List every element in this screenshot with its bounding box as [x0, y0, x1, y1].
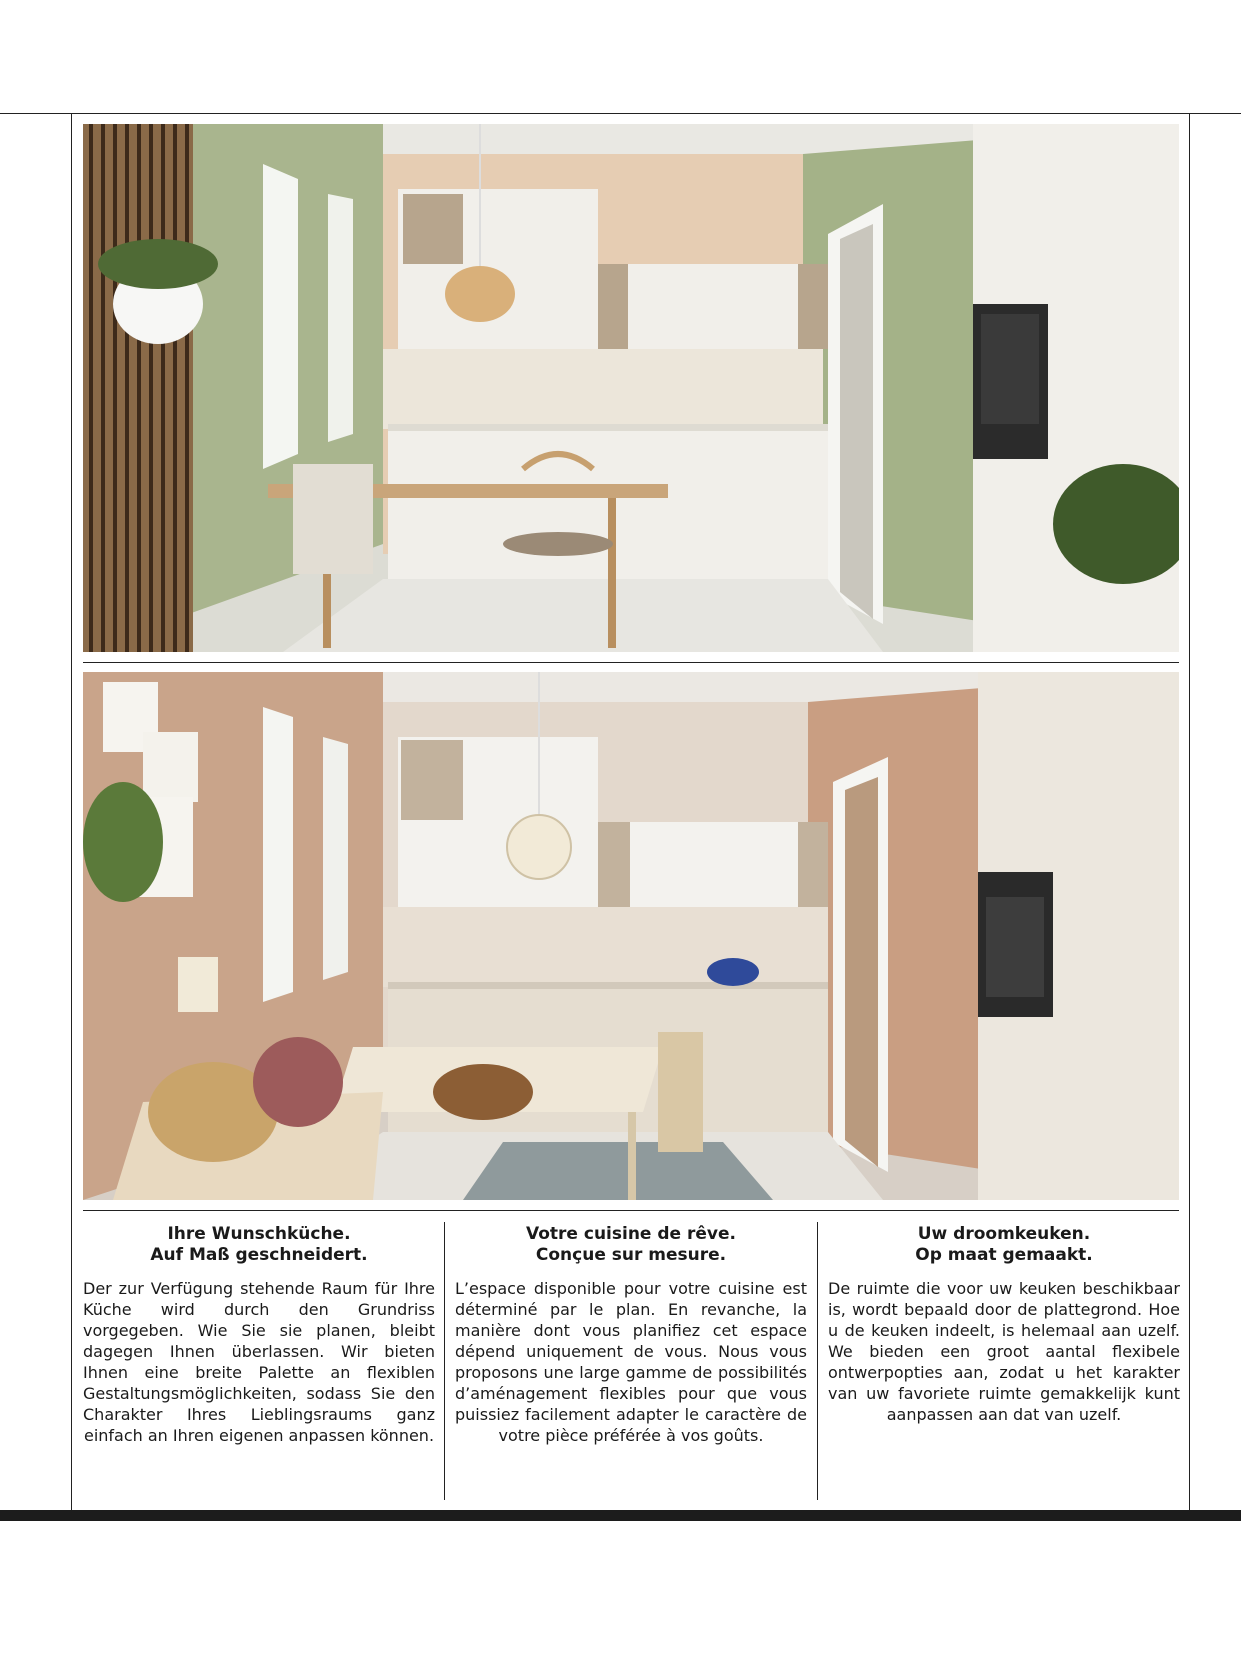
column-body: Der zur Verfügung stehende Raum für Ihre Küche wird durch den Grundriss vorgegeben. Wie Sie sie planen, bleibt dagegen Ihnen überlassen. Wir bieten Ihnen eine breite Palette an flexiblen Gestaltungsmöglichkeiten, sodass Sie den Charakter Ihres Lieblingsraums ganz einfach an Ihren eigenen anpassen können. [83, 1279, 435, 1445]
kitchen-photo-green [83, 124, 1179, 652]
heading-line: Auf Maß geschneidert. [150, 1245, 368, 1265]
column-german [83, 1224, 435, 1446]
heading-line: Conçue sur mesure. [535, 1245, 727, 1265]
column-heading [455, 1224, 807, 1266]
bottom-bar [0, 1510, 1241, 1521]
column-french [455, 1224, 807, 1446]
column-divider-2 [817, 1222, 818, 1500]
column-heading [828, 1224, 1180, 1266]
column-body: L’espace disponible pour votre cuisine est déterminé par le plan. En revanche, la manière dont vous planifiez cet espace dépend uniquement de vous. Nous vous proposons une large gamme de possibilités d’aménagement flexibles pour que vous puissiez facilement adapter le caractère de votre pièce préférée à vos goûts. [455, 1279, 807, 1445]
top-rule [0, 113, 1241, 114]
heading-line: Ihre Wunschküche. [167, 1224, 351, 1244]
photo-divider [83, 662, 1179, 663]
right-margin-rule [1189, 113, 1190, 1510]
left-margin-rule [71, 113, 72, 1510]
heading-line: Uw droomkeuken. [917, 1224, 1091, 1244]
heading-line: Votre cuisine de rêve. [526, 1224, 736, 1244]
heading-line: Op maat gemaakt. [915, 1245, 1093, 1265]
column-heading [83, 1224, 435, 1266]
column-divider-1 [444, 1222, 445, 1500]
text-divider [83, 1210, 1179, 1211]
column-body: De ruimte die voor uw keuken beschikbaar is, wordt bepaald door de plattegrond. Hoe u de keuken indeelt, is helemaal aan uzelf. We bieden een groot aantal flexibele ontwerpopties aan, zodat u het karakter van uw favoriete ruimte gemakkelijk kunt aanpassen aan dat van uzelf. [828, 1279, 1180, 1424]
kitchen-photo-beige [83, 672, 1179, 1200]
column-dutch [828, 1224, 1180, 1425]
